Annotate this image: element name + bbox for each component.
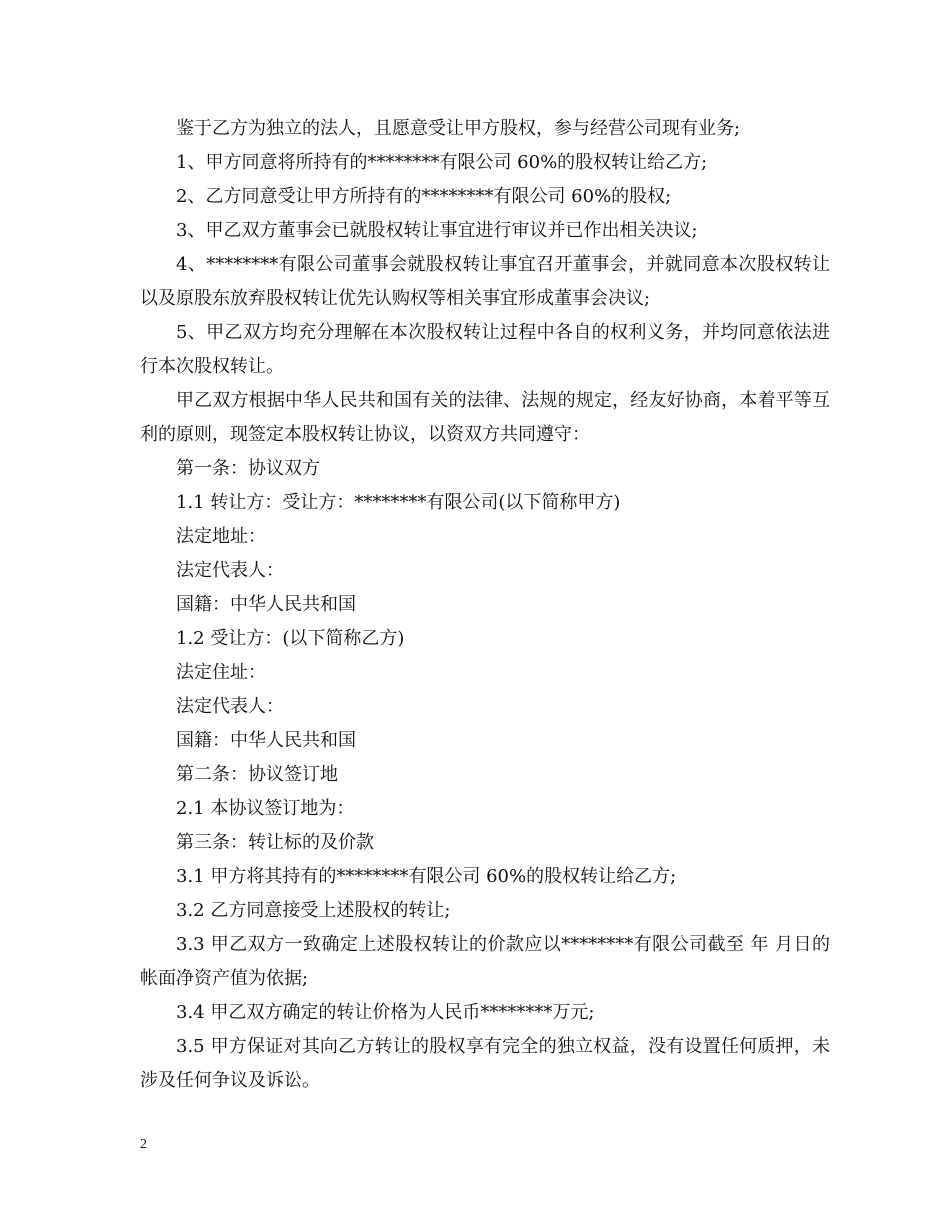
clause-1-1: 1.1 转让方：受让方：********有限公司(以下简称甲方) [176,492,621,513]
paragraph-agreement-basis: 甲乙双方根据中华人民共和国有关的法律、法规的规定，经友好协商，本着平等互利的原则，现签定本股权转让协议，以资双方共同遵守： [140,390,830,445]
clause-3-5: 3.5 甲方保证对其向乙方转让的股权享有完全的独立权益，没有设置任何质押，未涉及任何争议及诉讼。 [140,1036,830,1091]
paragraph-item-5: 5、甲乙双方均充分理解在本次股权转让过程中各自的权利义务，并均同意依法进行本次股权转让。 [140,322,830,377]
article-3-heading: 第三条：转让标的及价款 [176,832,374,853]
field-nationality-2: 国籍：中华人民共和国 [176,730,356,751]
clause-2-1: 2.1 本协议签订地为： [176,798,355,819]
field-legal-residence: 法定住址： [176,662,266,683]
article-2-heading: 第二条：协议签订地 [176,764,338,785]
document-body [140,112,830,1098]
article-1-heading: 第一条：协议双方 [176,458,320,479]
page-number: 2 [140,1137,147,1152]
field-legal-address: 法定地址： [176,526,266,547]
clause-3-3: 3.3 甲乙双方一致确定上述股权转让的价款应以********有限公司截至 年 月日的帐面净资产值为依据; [140,934,830,989]
clause-3-1: 3.1 甲方将其持有的********有限公司 60%的股权转让给乙方; [176,866,677,887]
field-nationality: 国籍：中华人民共和国 [176,594,356,615]
paragraph-item-3: 3、甲乙双方董事会已就股权转让事宜进行审议并已作出相关决议; [176,220,698,241]
clause-1-2: 1.2 受让方：(以下简称乙方) [176,628,405,649]
paragraph-preamble: 鉴于乙方为独立的法人，且愿意受让甲方股权，参与经营公司现有业务; [176,118,741,139]
clause-3-2: 3.2 乙方同意接受上述股权的转让; [176,900,451,921]
paragraph-item-1: 1、甲方同意将所持有的********有限公司 60%的股权转让给乙方; [176,152,708,173]
field-legal-representative: 法定代表人： [176,560,284,581]
paragraph-item-2: 2、乙方同意受让甲方所持有的********有限公司 60%的股权; [176,186,672,207]
clause-3-4: 3.4 甲乙双方确定的转让价格为人民币********万元; [176,1002,595,1023]
field-legal-representative-2: 法定代表人： [176,696,284,717]
paragraph-item-4: 4、********有限公司董事会就股权转让事宜召开董事会，并就同意本次股权转让以及原股东放弃股权转让优先认购权等相关事宜形成董事会决议; [140,254,830,309]
